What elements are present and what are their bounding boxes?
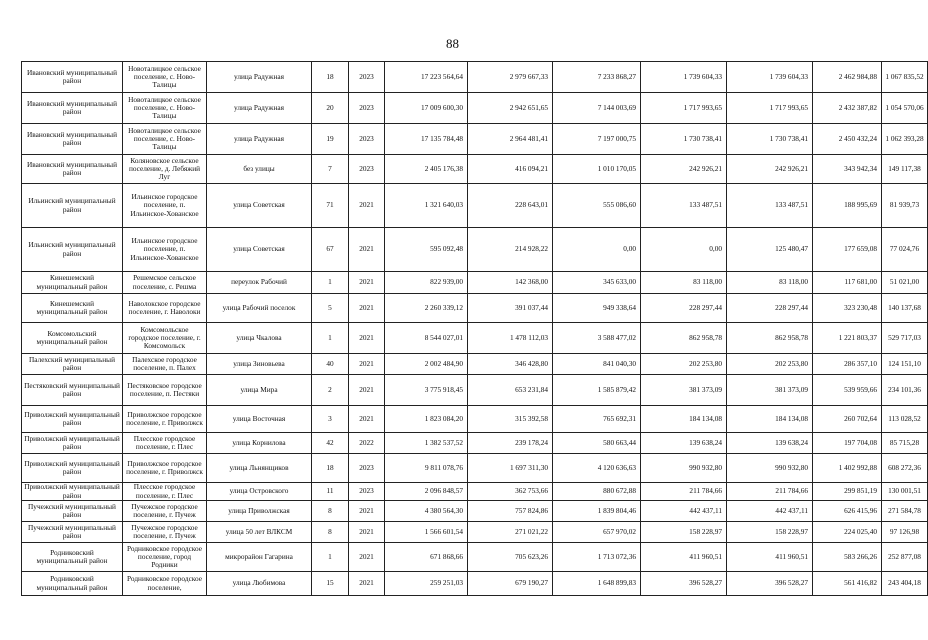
cell-year: 2021 [349, 323, 385, 354]
cell-settlement: Пучежское городское поселение, г. Пучеж [123, 522, 207, 543]
cell-house: 1 [312, 323, 349, 354]
cell-amount-6: 113 028,52 [882, 406, 928, 433]
cell-total: 1 566 601,54 [385, 522, 468, 543]
cell-amount-3: 396 528,27 [641, 572, 727, 596]
cell-house: 7 [312, 155, 349, 184]
cell-amount-3: 211 784,66 [641, 483, 727, 501]
cell-amount-5: 2 432 387,82 [813, 93, 882, 124]
cell-district: Пучежский муниципальный район [22, 522, 123, 543]
cell-amount-4: 1 717 993,65 [727, 93, 813, 124]
cell-amount-5: 299 851,19 [813, 483, 882, 501]
cell-amount-3: 1 730 738,41 [641, 124, 727, 155]
cell-amount-3: 442 437,11 [641, 501, 727, 522]
cell-street: улица Радужная [207, 124, 312, 155]
cell-year: 2021 [349, 375, 385, 406]
cell-amount-1: 239 178,24 [468, 433, 553, 454]
cell-amount-6: 234 101,36 [882, 375, 928, 406]
cell-amount-3: 184 134,08 [641, 406, 727, 433]
cell-amount-5: 197 704,08 [813, 433, 882, 454]
cell-street: улица Радужная [207, 62, 312, 93]
cell-total: 595 092,48 [385, 228, 468, 272]
cell-year: 2021 [349, 228, 385, 272]
cell-district: Приволжский муниципальный район [22, 433, 123, 454]
cell-amount-5: 2 462 984,88 [813, 62, 882, 93]
cell-house: 71 [312, 184, 349, 228]
cell-amount-4: 396 528,27 [727, 572, 813, 596]
cell-year: 2021 [349, 501, 385, 522]
table-row [22, 62, 928, 93]
table-row [22, 228, 928, 272]
cell-year: 2021 [349, 272, 385, 294]
cell-amount-1: 2 979 667,33 [468, 62, 553, 93]
cell-year: 2023 [349, 62, 385, 93]
cell-settlement: Приволжское городское поселение, г. Приволжск [123, 406, 207, 433]
table-row [22, 354, 928, 375]
cell-amount-5: 117 681,00 [813, 272, 882, 294]
cell-amount-6: 130 001,51 [882, 483, 928, 501]
cell-settlement: Приволжское городское поселение, г. Приволжск [123, 454, 207, 483]
cell-amount-1: 315 392,58 [468, 406, 553, 433]
cell-amount-4: 228 297,44 [727, 294, 813, 323]
cell-year: 2021 [349, 522, 385, 543]
cell-amount-3: 133 487,51 [641, 184, 727, 228]
cell-amount-3: 990 932,80 [641, 454, 727, 483]
cell-amount-2: 1 648 899,83 [553, 572, 641, 596]
cell-amount-1: 228 643,01 [468, 184, 553, 228]
page-number: 88 [446, 36, 459, 51]
cell-year: 2021 [349, 294, 385, 323]
cell-amount-2: 1 010 170,05 [553, 155, 641, 184]
cell-settlement: Плесское городское поселение, г. Плес [123, 433, 207, 454]
cell-amount-2: 657 970,02 [553, 522, 641, 543]
cell-amount-2: 580 663,44 [553, 433, 641, 454]
cell-amount-5: 583 266,26 [813, 543, 882, 572]
cell-street: без улицы [207, 155, 312, 184]
cell-district: Палехский муниципальный район [22, 354, 123, 375]
cell-amount-3: 202 253,80 [641, 354, 727, 375]
cell-amount-1: 362 753,66 [468, 483, 553, 501]
cell-settlement: Родниковское городское поселение, [123, 572, 207, 596]
cell-year: 2021 [349, 572, 385, 596]
cell-amount-6: 140 137,68 [882, 294, 928, 323]
cell-amount-4: 184 134,08 [727, 406, 813, 433]
cell-settlement: Родниковское городское поселение, город Родники [123, 543, 207, 572]
cell-settlement: Ильинское городское поселение, п. Ильинское-Хованское [123, 184, 207, 228]
cell-total: 259 251,03 [385, 572, 468, 596]
cell-district: Ильинский муниципальный район [22, 184, 123, 228]
cell-district: Кинешемский муниципальный район [22, 272, 123, 294]
cell-street: улица Островского [207, 483, 312, 501]
cell-amount-5: 323 230,48 [813, 294, 882, 323]
cell-district: Родниковский муниципальный район [22, 572, 123, 596]
cell-house: 3 [312, 406, 349, 433]
cell-amount-4: 1 730 738,41 [727, 124, 813, 155]
cell-amount-4: 990 932,80 [727, 454, 813, 483]
cell-amount-5: 224 025,40 [813, 522, 882, 543]
cell-amount-4: 211 784,66 [727, 483, 813, 501]
cell-amount-4: 1 739 604,33 [727, 62, 813, 93]
cell-street: переулок Рабочий [207, 272, 312, 294]
cell-year: 2021 [349, 354, 385, 375]
cell-amount-2: 555 086,60 [553, 184, 641, 228]
cell-amount-1: 679 190,27 [468, 572, 553, 596]
table-row [22, 454, 928, 483]
cell-amount-1: 1 697 311,30 [468, 454, 553, 483]
cell-year: 2023 [349, 124, 385, 155]
cell-amount-3: 0,00 [641, 228, 727, 272]
cell-year: 2021 [349, 184, 385, 228]
cell-settlement: Пестяковское городское поселение, п. Пестяки [123, 375, 207, 406]
cell-amount-6: 1 062 393,28 [882, 124, 928, 155]
cell-amount-1: 2 942 651,65 [468, 93, 553, 124]
table-row [22, 433, 928, 454]
cell-amount-2: 765 692,31 [553, 406, 641, 433]
cell-total: 3 775 918,45 [385, 375, 468, 406]
cell-amount-2: 3 588 477,02 [553, 323, 641, 354]
cell-amount-6: 1 067 835,52 [882, 62, 928, 93]
cell-district: Пучежский муниципальный район [22, 501, 123, 522]
cell-total: 2 260 339,12 [385, 294, 468, 323]
cell-amount-6: 529 717,03 [882, 323, 928, 354]
cell-settlement: Новоталицкое сельское поселение, с. Ново-Талицы [123, 93, 207, 124]
cell-amount-3: 158 228,97 [641, 522, 727, 543]
cell-street: улица Зиновьева [207, 354, 312, 375]
table-row [22, 294, 928, 323]
cell-amount-1: 653 231,84 [468, 375, 553, 406]
cell-amount-6: 243 404,18 [882, 572, 928, 596]
cell-house: 42 [312, 433, 349, 454]
table-row [22, 543, 928, 572]
cell-amount-5: 539 959,66 [813, 375, 882, 406]
cell-amount-6: 608 272,36 [882, 454, 928, 483]
cell-total: 17 135 784,48 [385, 124, 468, 155]
cell-house: 15 [312, 572, 349, 596]
cell-amount-4: 125 480,47 [727, 228, 813, 272]
cell-district: Приволжский муниципальный район [22, 406, 123, 433]
cell-street: улица Советская [207, 184, 312, 228]
cell-year: 2023 [349, 93, 385, 124]
table-row [22, 323, 928, 354]
cell-district: Приволжский муниципальный район [22, 454, 123, 483]
cell-total: 671 868,66 [385, 543, 468, 572]
cell-house: 1 [312, 543, 349, 572]
cell-house: 1 [312, 272, 349, 294]
cell-total: 1 382 537,52 [385, 433, 468, 454]
cell-amount-1: 214 928,22 [468, 228, 553, 272]
cell-total: 2 096 848,57 [385, 483, 468, 501]
cell-settlement: Новоталицкое сельское поселение, с. Ново-Талицы [123, 62, 207, 93]
cell-district: Пестяковский муниципальный район [22, 375, 123, 406]
cell-amount-2: 7 233 868,27 [553, 62, 641, 93]
table-row [22, 272, 928, 294]
cell-street: улица Корнилова [207, 433, 312, 454]
cell-total: 1 823 084,20 [385, 406, 468, 433]
cell-amount-4: 442 437,11 [727, 501, 813, 522]
cell-amount-5: 561 416,82 [813, 572, 882, 596]
cell-total: 822 939,00 [385, 272, 468, 294]
cell-amount-1: 346 428,80 [468, 354, 553, 375]
cell-amount-2: 7 144 003,69 [553, 93, 641, 124]
cell-year: 2023 [349, 483, 385, 501]
cell-amount-2: 1 713 072,36 [553, 543, 641, 572]
cell-amount-2: 4 120 636,63 [553, 454, 641, 483]
table-row [22, 124, 928, 155]
cell-house: 20 [312, 93, 349, 124]
cell-house: 67 [312, 228, 349, 272]
data-table [21, 61, 928, 596]
cell-year: 2023 [349, 155, 385, 184]
cell-street: улица Радужная [207, 93, 312, 124]
cell-amount-3: 411 960,51 [641, 543, 727, 572]
cell-house: 2 [312, 375, 349, 406]
cell-amount-5: 286 357,10 [813, 354, 882, 375]
table-row [22, 406, 928, 433]
cell-amount-5: 1 221 803,37 [813, 323, 882, 354]
cell-year: 2021 [349, 406, 385, 433]
cell-amount-5: 343 942,34 [813, 155, 882, 184]
cell-amount-3: 381 373,09 [641, 375, 727, 406]
cell-year: 2021 [349, 543, 385, 572]
cell-house: 19 [312, 124, 349, 155]
cell-settlement: Ильинское городское поселение, п. Ильинское-Хованское [123, 228, 207, 272]
cell-amount-3: 242 926,21 [641, 155, 727, 184]
cell-amount-2: 949 338,64 [553, 294, 641, 323]
table-row [22, 572, 928, 596]
table-row [22, 155, 928, 184]
cell-amount-6: 271 584,78 [882, 501, 928, 522]
cell-amount-4: 242 926,21 [727, 155, 813, 184]
cell-district: Ивановский муниципальный район [22, 124, 123, 155]
table-row [22, 184, 928, 228]
cell-house: 18 [312, 454, 349, 483]
cell-amount-6: 252 877,08 [882, 543, 928, 572]
cell-amount-1: 416 094,21 [468, 155, 553, 184]
cell-amount-5: 626 415,96 [813, 501, 882, 522]
table-row [22, 93, 928, 124]
cell-amount-1: 391 037,44 [468, 294, 553, 323]
cell-amount-1: 1 478 112,03 [468, 323, 553, 354]
cell-amount-6: 97 126,98 [882, 522, 928, 543]
cell-amount-6: 81 939,73 [882, 184, 928, 228]
cell-district: Комсомольский муниципальный район [22, 323, 123, 354]
cell-house: 8 [312, 522, 349, 543]
cell-settlement: Новоталицкое сельское поселение, с. Ново-Талицы [123, 124, 207, 155]
cell-amount-6: 1 054 570,06 [882, 93, 928, 124]
cell-street: улица 50 лет ВЛКСМ [207, 522, 312, 543]
cell-total: 2 002 484,90 [385, 354, 468, 375]
cell-amount-2: 841 040,30 [553, 354, 641, 375]
cell-house: 8 [312, 501, 349, 522]
cell-street: улица Мира [207, 375, 312, 406]
cell-settlement: Решемское сельское поселение, с. Решма [123, 272, 207, 294]
cell-district: Приволжский муниципальный район [22, 483, 123, 501]
cell-year: 2022 [349, 433, 385, 454]
cell-total: 4 380 564,30 [385, 501, 468, 522]
cell-house: 40 [312, 354, 349, 375]
cell-total: 17 223 564,64 [385, 62, 468, 93]
table-row [22, 375, 928, 406]
cell-amount-3: 862 958,78 [641, 323, 727, 354]
cell-amount-3: 228 297,44 [641, 294, 727, 323]
cell-amount-6: 124 151,10 [882, 354, 928, 375]
cell-year: 2023 [349, 454, 385, 483]
cell-settlement: Комсомольское городское поселение, г. Комсомольск [123, 323, 207, 354]
cell-amount-1: 757 824,86 [468, 501, 553, 522]
table-row [22, 522, 928, 543]
cell-amount-1: 705 623,26 [468, 543, 553, 572]
cell-amount-2: 345 633,00 [553, 272, 641, 294]
cell-district: Ильинский муниципальный район [22, 228, 123, 272]
cell-street: улица Восточная [207, 406, 312, 433]
cell-street: улица Чкалова [207, 323, 312, 354]
cell-street: улица Любимова [207, 572, 312, 596]
cell-amount-4: 381 373,09 [727, 375, 813, 406]
cell-amount-6: 85 715,28 [882, 433, 928, 454]
cell-amount-4: 862 958,78 [727, 323, 813, 354]
cell-amount-3: 139 638,24 [641, 433, 727, 454]
cell-amount-6: 77 024,76 [882, 228, 928, 272]
cell-district: Ивановский муниципальный район [22, 155, 123, 184]
cell-amount-3: 83 118,00 [641, 272, 727, 294]
cell-house: 5 [312, 294, 349, 323]
cell-amount-5: 1 402 992,88 [813, 454, 882, 483]
cell-total: 2 405 176,38 [385, 155, 468, 184]
cell-amount-5: 177 659,08 [813, 228, 882, 272]
cell-amount-1: 142 368,00 [468, 272, 553, 294]
cell-settlement: Плесское городское поселение, г. Плес [123, 483, 207, 501]
cell-amount-2: 0,00 [553, 228, 641, 272]
cell-amount-4: 202 253,80 [727, 354, 813, 375]
cell-house: 11 [312, 483, 349, 501]
cell-amount-4: 411 960,51 [727, 543, 813, 572]
cell-amount-2: 1 585 879,42 [553, 375, 641, 406]
cell-settlement: Пучежское городское поселение, г. Пучеж [123, 501, 207, 522]
cell-amount-5: 260 702,64 [813, 406, 882, 433]
cell-district: Родниковский муниципальный район [22, 543, 123, 572]
cell-total: 1 321 640,03 [385, 184, 468, 228]
cell-total: 9 811 078,76 [385, 454, 468, 483]
cell-settlement: Палехское городское поселение, п. Палех [123, 354, 207, 375]
cell-house: 18 [312, 62, 349, 93]
cell-amount-5: 188 995,69 [813, 184, 882, 228]
cell-amount-3: 1 739 604,33 [641, 62, 727, 93]
cell-amount-2: 1 839 804,46 [553, 501, 641, 522]
table-row [22, 483, 928, 501]
cell-street: улица Льнянщиков [207, 454, 312, 483]
cell-amount-2: 880 672,88 [553, 483, 641, 501]
cell-total: 17 009 600,30 [385, 93, 468, 124]
cell-amount-3: 1 717 993,65 [641, 93, 727, 124]
cell-settlement: Коляновское сельское поселение, д. Лебяжий Луг [123, 155, 207, 184]
cell-district: Ивановский муниципальный район [22, 93, 123, 124]
cell-amount-1: 2 964 481,41 [468, 124, 553, 155]
cell-amount-5: 2 450 432,24 [813, 124, 882, 155]
cell-amount-6: 51 021,00 [882, 272, 928, 294]
cell-amount-4: 158 228,97 [727, 522, 813, 543]
cell-settlement: Наволокское городское поселение, г. Наволоки [123, 294, 207, 323]
cell-amount-4: 133 487,51 [727, 184, 813, 228]
cell-amount-2: 7 197 000,75 [553, 124, 641, 155]
cell-street: микрорайон Гагарина [207, 543, 312, 572]
cell-amount-6: 149 117,38 [882, 155, 928, 184]
table-row [22, 501, 928, 522]
cell-street: улица Рабочий поселок [207, 294, 312, 323]
cell-district: Ивановский муниципальный район [22, 62, 123, 93]
cell-street: улица Приволжская [207, 501, 312, 522]
cell-amount-1: 271 021,22 [468, 522, 553, 543]
cell-amount-4: 139 638,24 [727, 433, 813, 454]
cell-street: улица Советская [207, 228, 312, 272]
cell-total: 8 544 027,01 [385, 323, 468, 354]
cell-district: Кинешемский муниципальный район [22, 294, 123, 323]
cell-amount-4: 83 118,00 [727, 272, 813, 294]
